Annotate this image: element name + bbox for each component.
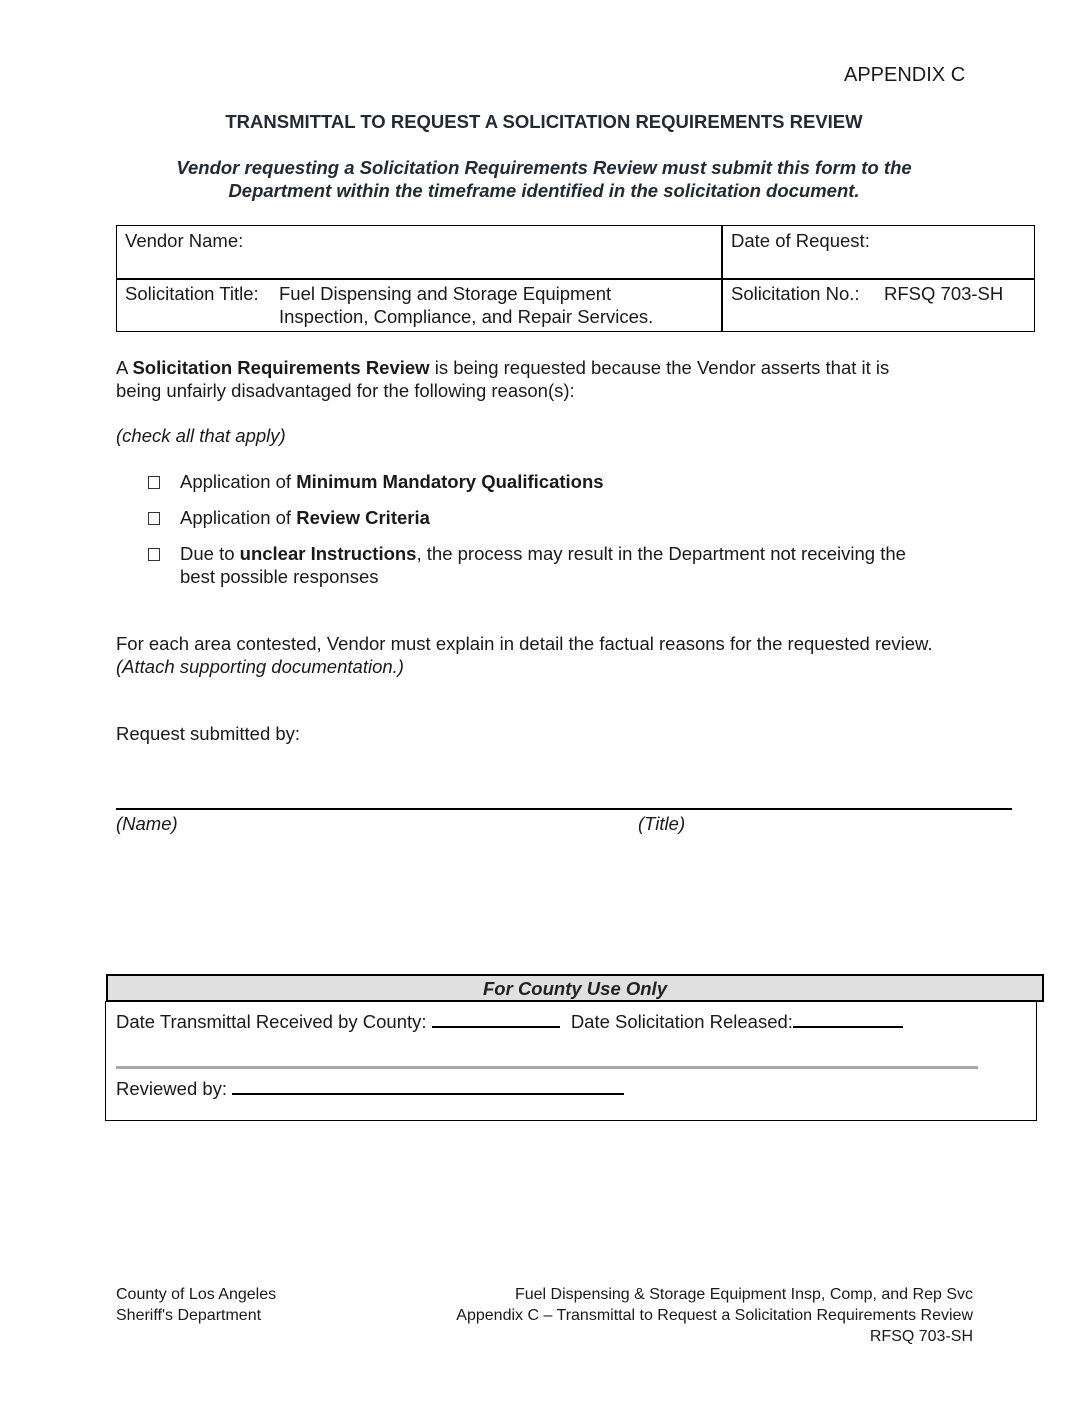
title-caption: (Title) bbox=[638, 813, 686, 834]
reason-bold: Review Criteria bbox=[296, 507, 430, 528]
checkbox-minimum-mandatory-qualifications[interactable] bbox=[148, 476, 160, 489]
date-of-request-field[interactable] bbox=[877, 229, 1027, 269]
footer-left bbox=[116, 1284, 276, 1326]
reason-prefix: Application of bbox=[180, 471, 297, 492]
reason-label-1 bbox=[180, 470, 604, 493]
date-received-field[interactable] bbox=[432, 1008, 560, 1028]
intro-paragraph bbox=[116, 356, 889, 402]
county-use-header: For County Use Only bbox=[106, 974, 1044, 1002]
vendor-name-label: Vendor Name: bbox=[125, 230, 244, 251]
reason-bold: unclear Instructions bbox=[239, 543, 417, 564]
table-divider-horizontal bbox=[117, 278, 1034, 280]
explain-line-2: (Attach supporting documentation.) bbox=[116, 656, 404, 677]
intro-bold: Solicitation Requirements Review bbox=[132, 357, 430, 378]
reason-label-2 bbox=[180, 506, 430, 529]
reason-bold: Minimum Mandatory Qualifications bbox=[296, 471, 604, 492]
solicitation-no-value: RFSQ 703-SH bbox=[884, 283, 1004, 304]
page-subtitle bbox=[0, 156, 1088, 202]
date-received-label: Date Transmittal Received by County: bbox=[116, 1011, 427, 1032]
explain-line-1: For each area contested, Vendor must explain in detail the factual reasons for the requested review. bbox=[116, 633, 933, 654]
reviewed-by-field[interactable] bbox=[232, 1075, 624, 1095]
reason-line-2: best possible responses bbox=[180, 566, 379, 587]
reviewed-by-label: Reviewed by: bbox=[116, 1078, 228, 1099]
reason-prefix: Application of bbox=[180, 507, 297, 528]
request-submitted-label: Request submitted by: bbox=[116, 723, 301, 744]
solicitation-title-value bbox=[279, 282, 653, 328]
footer-rfsq: RFSQ 703-SH bbox=[869, 1328, 973, 1345]
date-released-label: Date Solicitation Released: bbox=[570, 1011, 793, 1032]
checkbox-unclear-instructions[interactable] bbox=[148, 548, 160, 561]
footer-county: County of Los Angeles bbox=[116, 1286, 277, 1303]
page-title: TRANSMITTAL TO REQUEST A SOLICITATION REQUIREMENTS REVIEW bbox=[225, 111, 863, 132]
explain-paragraph bbox=[116, 632, 933, 678]
reason-suffix: , the process may result in the Department not receiving the bbox=[416, 543, 906, 564]
reason-prefix: Due to bbox=[180, 543, 240, 564]
solicitation-info-table bbox=[116, 225, 1035, 332]
checkbox-review-criteria[interactable] bbox=[148, 512, 160, 525]
intro-prefix: A bbox=[116, 357, 133, 378]
footer-service: Fuel Dispensing & Storage Equipment Insp, Comp, and Rep Svc bbox=[514, 1286, 973, 1303]
reason-label-3 bbox=[180, 542, 906, 588]
signature-line[interactable] bbox=[116, 808, 1012, 810]
appendix-label: APPENDIX C bbox=[844, 64, 966, 86]
date-of-request-label: Date of Request: bbox=[731, 230, 870, 251]
vendor-name-field[interactable] bbox=[257, 229, 707, 269]
intro-line-2: being unfairly disadvantaged for the following reason(s): bbox=[116, 380, 575, 401]
solicitation-no-label: Solicitation No.: bbox=[731, 283, 860, 304]
reviewed-by-row bbox=[116, 1075, 624, 1100]
date-released-field[interactable] bbox=[793, 1008, 903, 1028]
solicitation-title-label: Solicitation Title: bbox=[125, 283, 259, 304]
subtitle-line-2: Department within the timeframe identified in the solicitation document. bbox=[228, 180, 860, 201]
date-received-row bbox=[116, 1008, 903, 1033]
solicitation-title-line-2: Inspection, Compliance, and Repair Services. bbox=[279, 306, 654, 327]
name-caption: (Name) bbox=[116, 813, 178, 834]
subtitle-line-1: Vendor requesting a Solicitation Requirements Review must submit this form to the bbox=[176, 157, 912, 178]
separator-line bbox=[116, 1066, 978, 1069]
check-note: (check all that apply) bbox=[116, 425, 286, 446]
solicitation-title-line-1: Fuel Dispensing and Storage Equipment bbox=[279, 283, 612, 304]
footer-right bbox=[456, 1284, 973, 1347]
intro-rest: is being requested because the Vendor asserts that it is bbox=[429, 357, 890, 378]
footer-department: Sheriff's Department bbox=[116, 1307, 262, 1324]
footer-document: Appendix C – Transmittal to Request a Solicitation Requirements Review bbox=[456, 1307, 973, 1324]
